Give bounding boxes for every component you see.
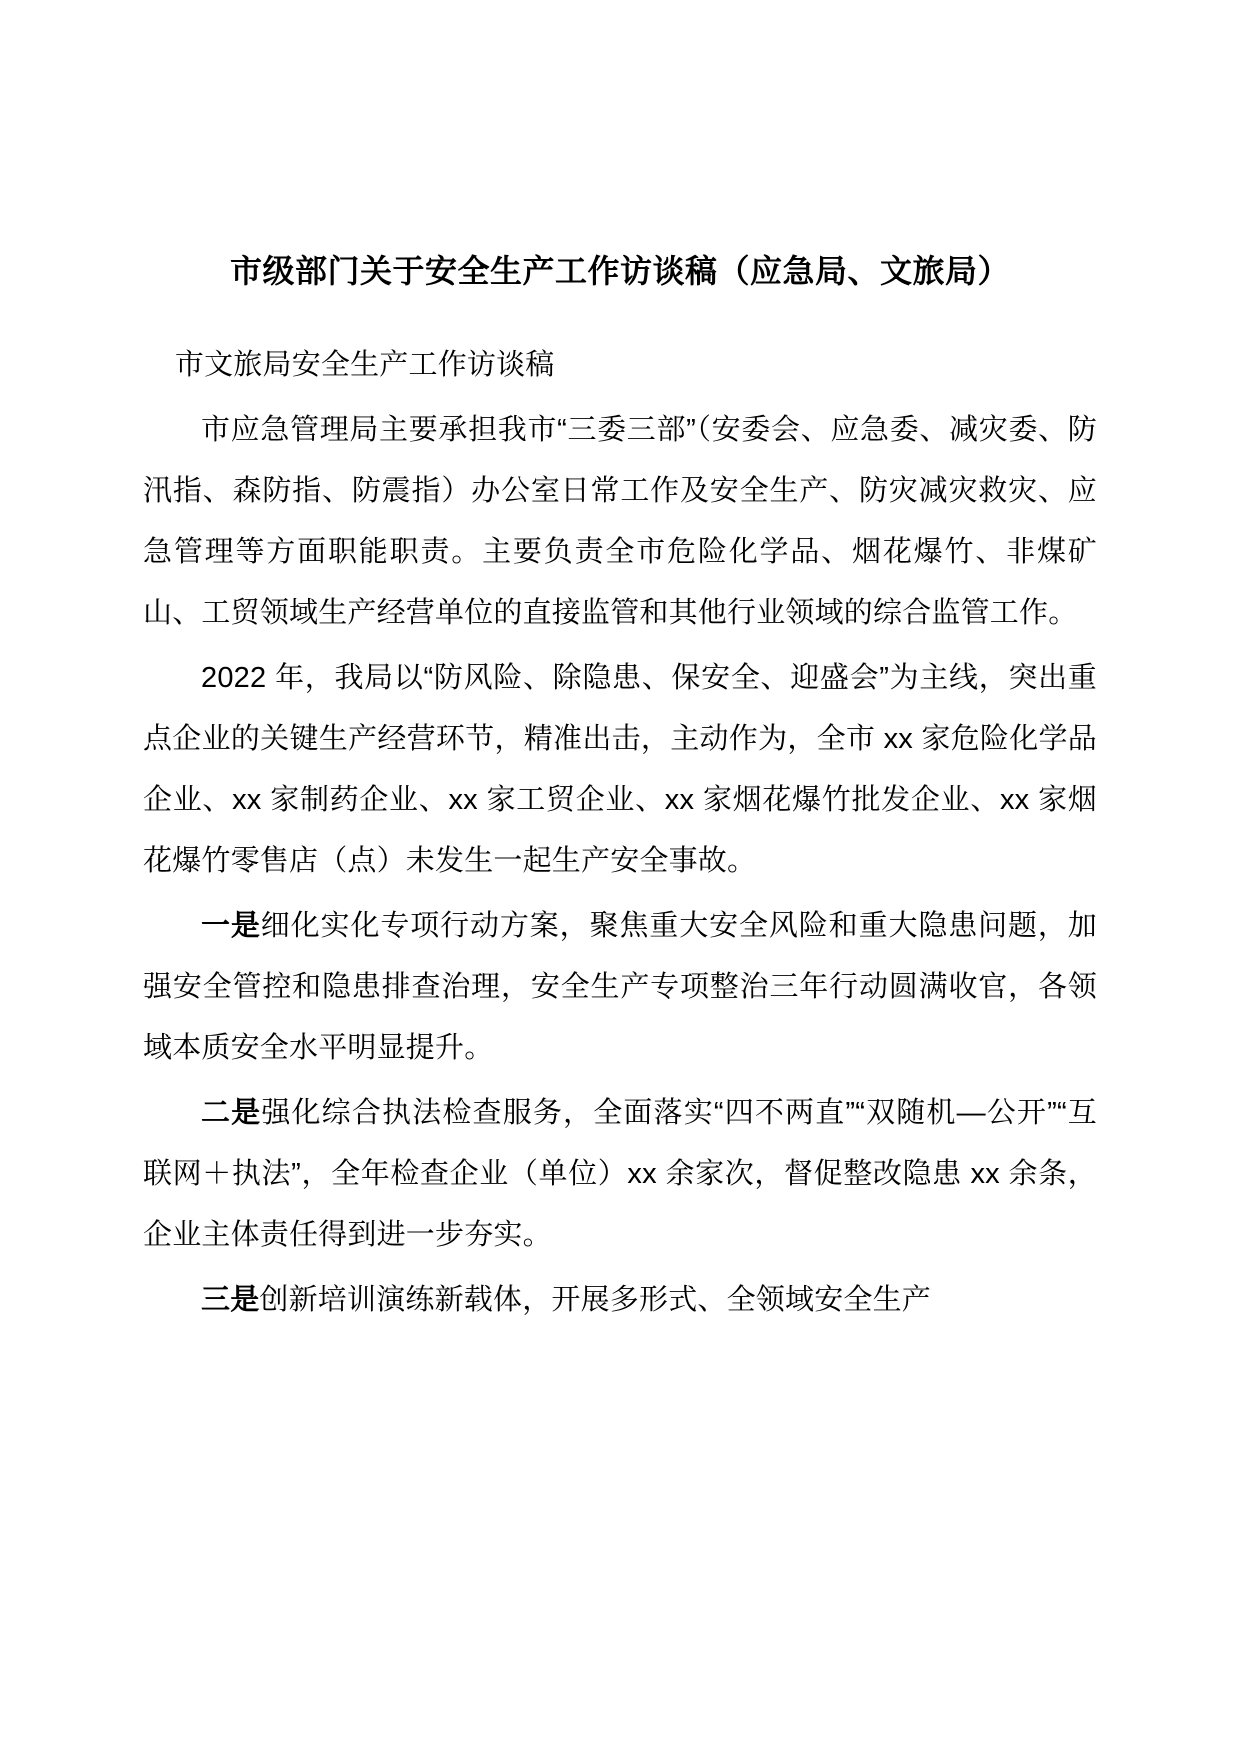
paragraph-emphasis: 二是 (201, 1097, 262, 1130)
paragraph-emphasis: 三是 (201, 1284, 260, 1317)
paragraph-p-second (143, 1083, 1097, 1266)
paragraph-subtitle (143, 335, 1097, 396)
paragraph-text: 2022 年，我局以“防风险、除隐患、保安全、迎盛会”为主线，突出重点企业的关键生产经营环节，精准出击，主动作为，全市 xx 家危险化学品企业、xx 家制药企业、xx 家工贸企业、xx 家烟花爆竹批发企业、xx 家烟花爆竹零售店（点）未发生一起生产安全事故。 (143, 662, 1097, 878)
document-body (143, 335, 1097, 1331)
paragraph-text: 强化综合执法检查服务，全面落实“四不两直”“双随机—公开”“互联网＋执法”，全年检查企业（单位）xx 余家次，督促整改隐患 xx 余条，企业主体责任得到进一步夯实。 (143, 1097, 1097, 1252)
paragraph-p-duties (143, 400, 1097, 644)
paragraph-p-2022 (143, 648, 1097, 892)
page-title: 市级部门关于安全生产工作访谈稿（应急局、文旅局） (229, 253, 1010, 289)
paragraph-emphasis: 一是 (201, 910, 261, 943)
paragraph-p-third (143, 1270, 1097, 1331)
paragraph-text: 市文旅局安全生产工作访谈稿 (174, 349, 555, 382)
paragraph-p-first (143, 896, 1097, 1079)
paragraph-text: 市应急管理局主要承担我市“三委三部”（安委会、应急委、减灾委、防汛指、森防指、防震指）办公室日常工作及安全生产、防灾减灾救灾、应急管理等方面职能职责。主要负责全市危险化学品、烟花爆竹、非煤矿山、工贸领域生产经营单位的直接监管和其他行业领域的综合监管工作。 (143, 414, 1097, 630)
paragraph-text: 细化实化专项行动方案，聚焦重大安全风险和重大隐患问题，加强安全管控和隐患排查治理，安全生产专项整治三年行动圆满收官，各领域本质安全水平明显提升。 (143, 910, 1097, 1065)
paragraph-text: 创新培训演练新载体，开展多形式、全领域安全生产 (259, 1284, 932, 1317)
